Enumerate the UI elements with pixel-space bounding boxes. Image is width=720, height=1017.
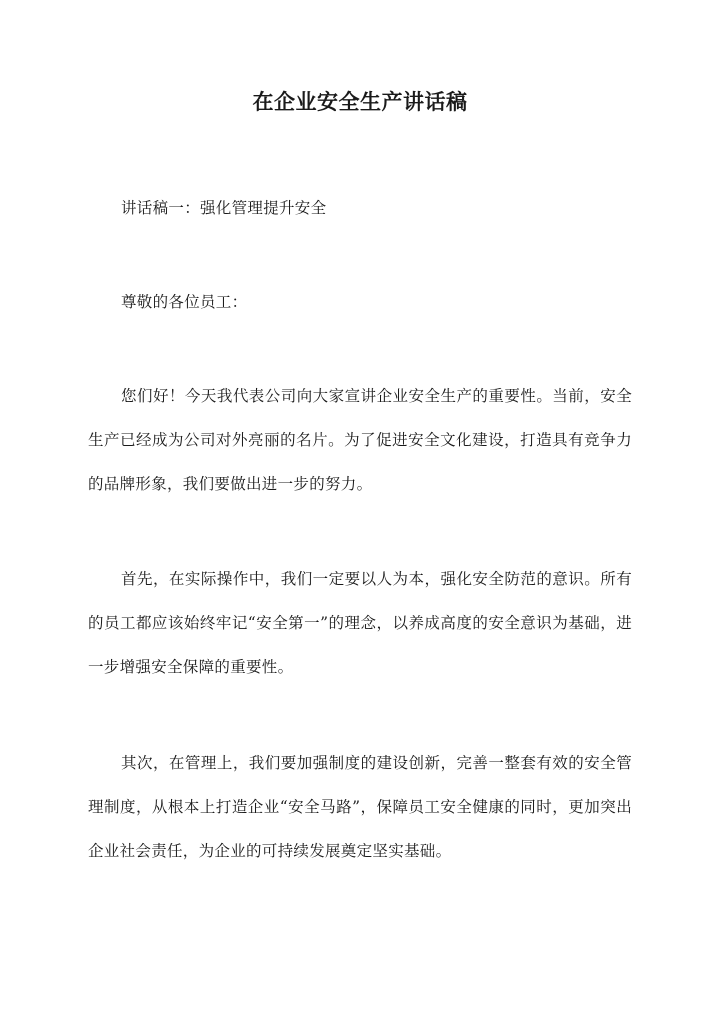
body-paragraph: 其次，在管理上，我们要加强制度的建设创新，完善一整套有效的安全管理制度，从根本上打造企业“安全马路”，保障员工安全健康的同时，更加突出企业社会责任，为企业的可持续发展奠定坚实基础。 bbox=[88, 754, 632, 860]
greeting-line: 尊敬的各位员工： bbox=[121, 293, 248, 311]
body-paragraph: 首先，在实际操作中，我们一定要以人为本，强化安全防范的意识。所有的员工都应该始终牢记“安全第一”的理念，以养成高度的安全意识为基础，进一步增强安全保障的重要性。 bbox=[88, 570, 632, 676]
body-paragraph: 您们好！今天我代表公司向大家宣讲企业安全生产的重要性。当前，安全生产已经成为公司对外亮丽的名片。为了促进安全文化建设，打造具有竞争力的品牌形象，我们要做出进一步的努力。 bbox=[88, 387, 632, 493]
speech-subtitle: 讲话稿一：强化管理提升安全 bbox=[121, 199, 327, 217]
document-title: 在企业安全生产讲话稿 bbox=[252, 89, 468, 114]
